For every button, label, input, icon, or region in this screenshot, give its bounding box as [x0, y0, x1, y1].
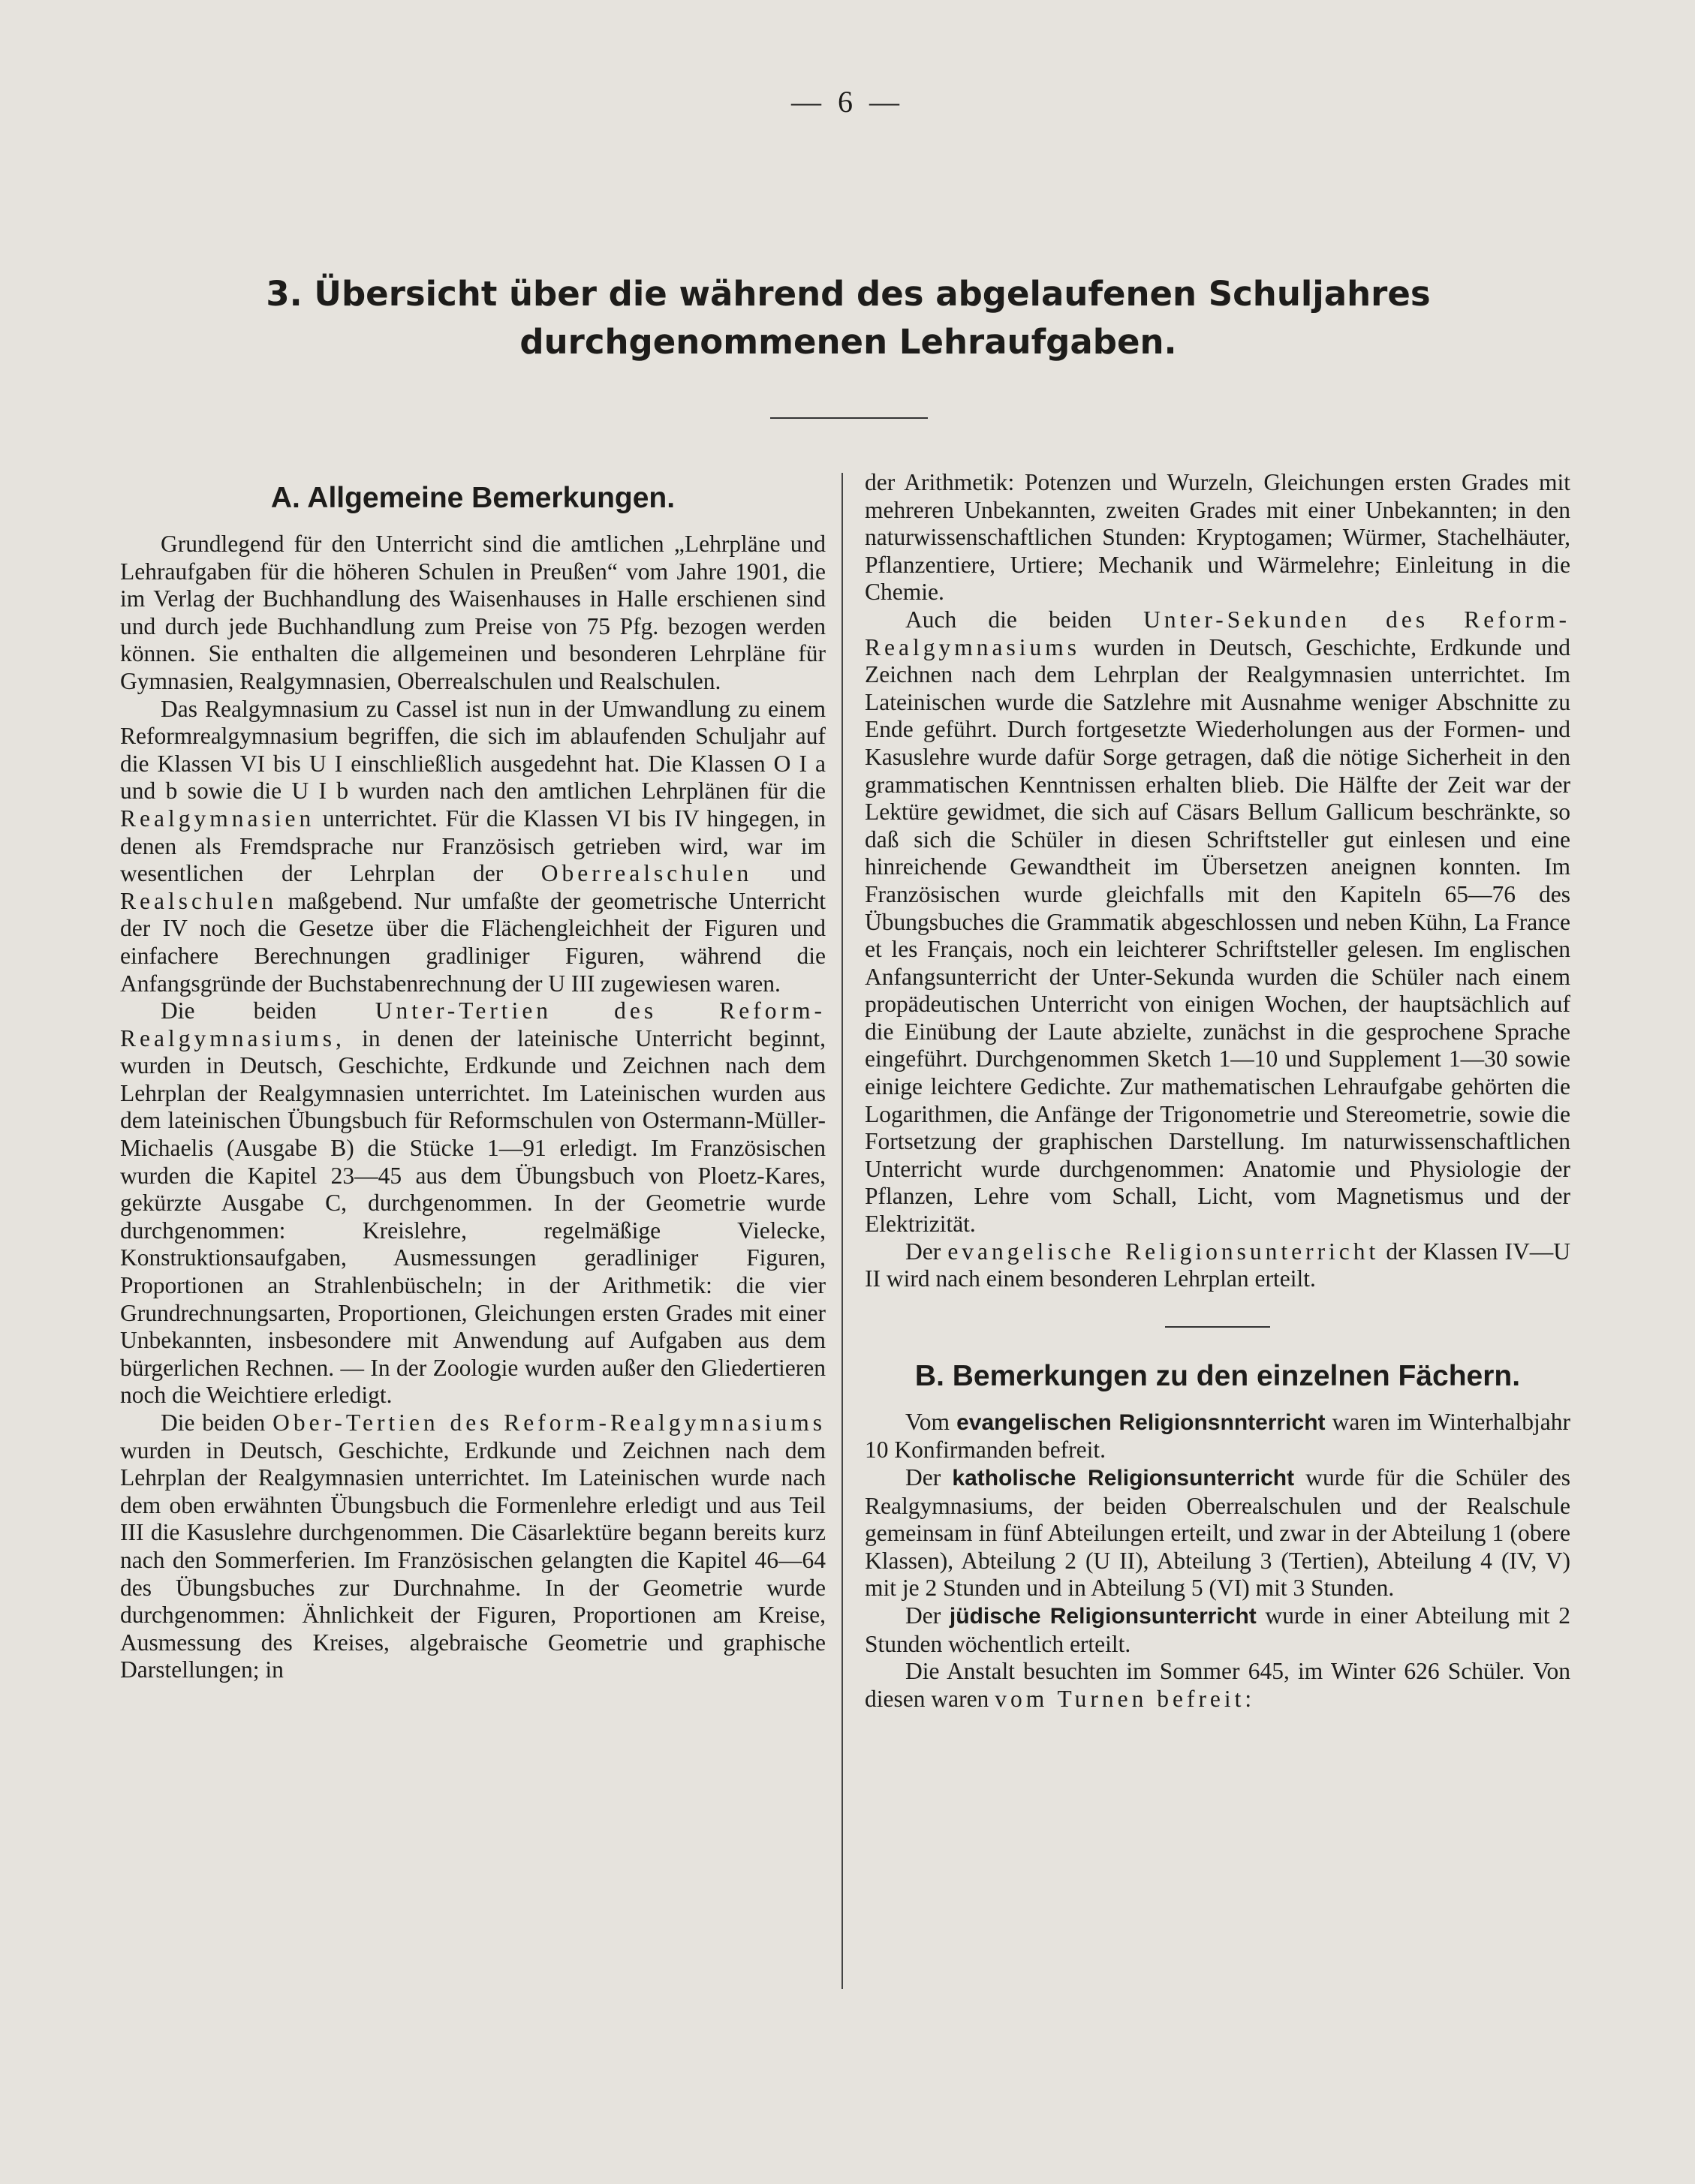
- text-run: der Arithmetik: Potenzen und Wurzeln, Gleichungen ersten Grades mit mehreren Unbekannten, zweiten Grades mit einer Unbekannten; in den naturwissenschaftlichen Stunden: Kryptogamen; Würmer, Stachelhäuter, Pflanzentiere, Urtiere; Mechanik und Wärmelehre; Einleitung in die Chemie.: [865, 469, 1570, 606]
- text-run: Das Realgymnasium zu Cassel ist nun in der Umwandlung zu einem Reformrealgymnasium begriffen, die sich im ablaufenden Schuljahr auf die Klassen VI bis U I einschließlich ausgedehnt hat. Die Klassen O I a und b sowie die U I b wurden nach den amtlichen Lehrplänen für die: [120, 695, 826, 805]
- column-divider: [841, 473, 843, 1989]
- text-run: wurden in Deutsch, Geschichte, Erdkunde und Zeichnen nach dem Lehrplan der Realgymnasien unterrichtet. Im Lateinischen wurde die Satzlehre mit Ausnahme weniger Abschnitte zu Ende geführt. Durch fortgesetzte Wiederholungen aus der Formen- und Kasuslehre wurde dafür Sorge getragen, daß die nötige Sicherheit in den grammatischen Kenntnissen erhalten blieb. Die Hälfte der Zeit war der Lektüre gewidmet, die sich auf Cäsars Bellum Gallicum beschränkte, so daß sich die Schüler in diesen Schriftsteller gut einlesen und eine hinreichende Gewandtheit im Übersetzen aneignen konnten. Im Französischen wurde gleichfalls mit den Kapiteln 65—76 des Übungsbuches die Grammatik abgeschlossen und neben Kühn, La France et les Français, noch ein leichterer Schriftsteller gelesen. Im englischen Anfangsunterricht der Unter-Sekunda wurden die Schüler nach einem propädeutischen Unterricht von einigen Wochen, der hauptsächlich auf die Einübung der Laute abzielte, zunächst in die gesprochene Sprache eingeführt. Durchgenommen Sketch 1—10 und Supplement 1—30 sowie einige leichtere Gedichte. Zur mathematischen Lehraufgabe gehörten die Logarithmen, die Anfänge der Trigonometrie und Stereometrie, sowie die Fortsetzung der graphischen Darstellung. Im naturwissenschaftlichen Unterricht wurde durchgenommen: Anatomie und Physiologie der Pflanzen, Lehre vom Schall, Licht, vom Magnetismus und der Elektrizität.: [865, 633, 1571, 1238]
- section-a-paragraph-4: [120, 1409, 826, 1684]
- text-run: Die beiden: [161, 997, 317, 1024]
- text-run: wurde in einer Abteilung mit 2 Stunden wöchentlich erteilt.: [865, 1602, 1571, 1657]
- text-run: Grundlegend für den Unterricht sind die amtlichen „Lehrpläne und Lehraufgaben für die höheren Schulen in Preußen“ vom Jahre 1901, die im Verlag der Buchhandlung des Waisenhauses in Halle erschienen sind und durch jede Buchhandlung zum Preise von 75 Pfg. bezogen werden können. Sie enthalten die allgemeinen und besonderen Lehrpläne für Gymnasien, Realgymnasien, Oberrealschulen und Realschulen.: [120, 531, 826, 694]
- spaced-term: Oberrealschulen: [540, 860, 753, 887]
- text-run: Der: [905, 1602, 941, 1629]
- section-b-paragraph-1: [865, 1409, 1570, 1464]
- page-number: — 6 —: [791, 85, 904, 119]
- spaced-term: evangelische Religionsunterricht: [947, 1238, 1380, 1265]
- spaced-term: Realgymnasien: [120, 805, 315, 832]
- left-column: [120, 469, 826, 1684]
- section-a-paragraph-3: [120, 997, 826, 1409]
- section-a-heading: A. Allgemeine Bemerkungen.: [270, 482, 676, 514]
- text-run: in denen der lateinische Unterricht beginnt, wurden in Deutsch, Geschichte, Erdkunde und Zeichnen nach dem Lehrplan der Realgymnasien unterrichtet. Im Lateinischen wurden aus dem lateinischen Übungsbuch für Reformschulen von Ostermann-Müller-Michaelis (Ausgabe B) die Stücke 1—91 erledigt. Im Französischen wurden die Kapitel 23—45 aus dem Übungsbuch von Ploetz-Kares, gekürzte Ausgabe C, durchgenommen. In der Geometrie wurde durchgenommen: Kreislehre, regelmäßige Vielecke, Konstruktionsaufgaben, Ausmessungen geradliniger Figuren, Proportionen an Strahlenbüscheln; in der Arithmetik: die vier Grundrechnungsarten, Proportionen, Gleichungen ersten Grades mit einer Unbekannten, insbesondere mit Anwendung auf Aufgaben aus dem bürgerlichen Rechnen. — In der Zoologie wurden außer den Gliedertieren noch die Weichtiere erledigt.: [120, 1024, 826, 1409]
- text-run: wurde für die Schüler des Realgymnasiums, der beiden Oberrealschulen und der Realschule gemeinsam in fünf Abteilungen erteilt, und zwar in der Abteilung 1 (obere Klassen), Abteilung 2 (U II), Abteilung 3 (Tertien), Abteilung 4 (IV, V) mit je 2 Stunden und in Abteilung 5 (VI) mit 3 Stunden.: [865, 1464, 1571, 1602]
- section-b-heading: B. Bemerkungen zu den einzelnen Fächern.: [914, 1359, 1521, 1392]
- spaced-term: Realschulen: [120, 887, 277, 914]
- text-run: Auch die beiden: [905, 606, 1112, 633]
- bold-term: katholische Religionsunterricht: [952, 1466, 1295, 1491]
- text-run: maßgebend. Nur umfaßte der geometrische Unterricht der IV noch die Gesetze über die Flächengleichheit der Figuren und einfachere Berechnungen gradliniger Figuren, während die Anfangsgründe der Buchstabenrechnung der U III zugewiesen waren.: [120, 887, 826, 997]
- section-a-paragraph-2: [120, 696, 826, 998]
- title-divider: [770, 417, 928, 419]
- text-run: der Klassen IV—U II wird nach einem besonderen Lehrplan erteilt.: [865, 1238, 1571, 1292]
- page-title: 3. Übersicht über die während des abgelaufenen Schuljahres durchgenommenen Lehraufgaben.: [266, 274, 1431, 362]
- text-run: unterrichtet. Für die Klassen VI bis IV hingegen, in denen als Fremdsprache nur Französisch getrieben wird, war im wesentlichen der Lehrplan der: [120, 805, 826, 887]
- bold-term: jüdische Religionsunterricht: [949, 1603, 1257, 1629]
- text-run: Der: [905, 1464, 941, 1491]
- spaced-term: Ober-Tertien des Reform-Realgymnasiums: [272, 1409, 826, 1436]
- text-run: und: [790, 860, 826, 887]
- section-b-paragraph-4: [865, 1658, 1570, 1713]
- right-paragraph-1: [865, 469, 1570, 606]
- section-divider: [1165, 1326, 1270, 1328]
- text-run: wurden in Deutsch, Geschichte, Erdkunde und Zeichnen nach dem Lehrplan der Realgymnasien unterrichtet. Im Lateinischen wurde nach dem oben erwähnten Übungsbuch die Formenlehre erledigt und aus Teil III die Kasuslehre durchgenommen. Die Cäsarlektüre begann bereits kurz nach den Sommerferien. Im Französischen gelangten die Kapitel 46—64 des Übungsbuches zur Durchnahme. In der Geometrie wurde durchgenommen: Ähnlichkeit der Figuren, Proportionen am Kreise, Ausmessung des Kreises, algebraische Geometrie und graphische Darstellungen; in: [120, 1436, 826, 1683]
- section-b-paragraph-3: [865, 1602, 1570, 1658]
- spaced-term: Unter-Sekunden des Reform-Realgymnasiums: [865, 606, 1571, 660]
- section-b-paragraph-2: [865, 1464, 1570, 1602]
- text-run: waren im Winterhalbjahr 10 Konfirmanden befreit.: [865, 1408, 1571, 1464]
- spaced-term: Unter-Tertien des Reform-Realgymnasiums,: [120, 997, 826, 1051]
- right-paragraph-3: [865, 1238, 1570, 1293]
- bold-term: evangelischen Religionsnnterricht: [956, 1409, 1326, 1435]
- text-run: Vom: [905, 1408, 950, 1435]
- right-column: [865, 469, 1570, 1713]
- right-paragraph-2: [865, 606, 1570, 1238]
- text-run: Die beiden: [161, 1409, 266, 1436]
- text-run: Die Anstalt besuchten im Sommer 645, im Winter 626 Schüler. Von diesen waren: [865, 1658, 1570, 1712]
- text-run: Der: [905, 1238, 941, 1265]
- spaced-term: vom Turnen befreit:: [995, 1685, 1256, 1712]
- section-a-paragraph-1: [120, 531, 826, 696]
